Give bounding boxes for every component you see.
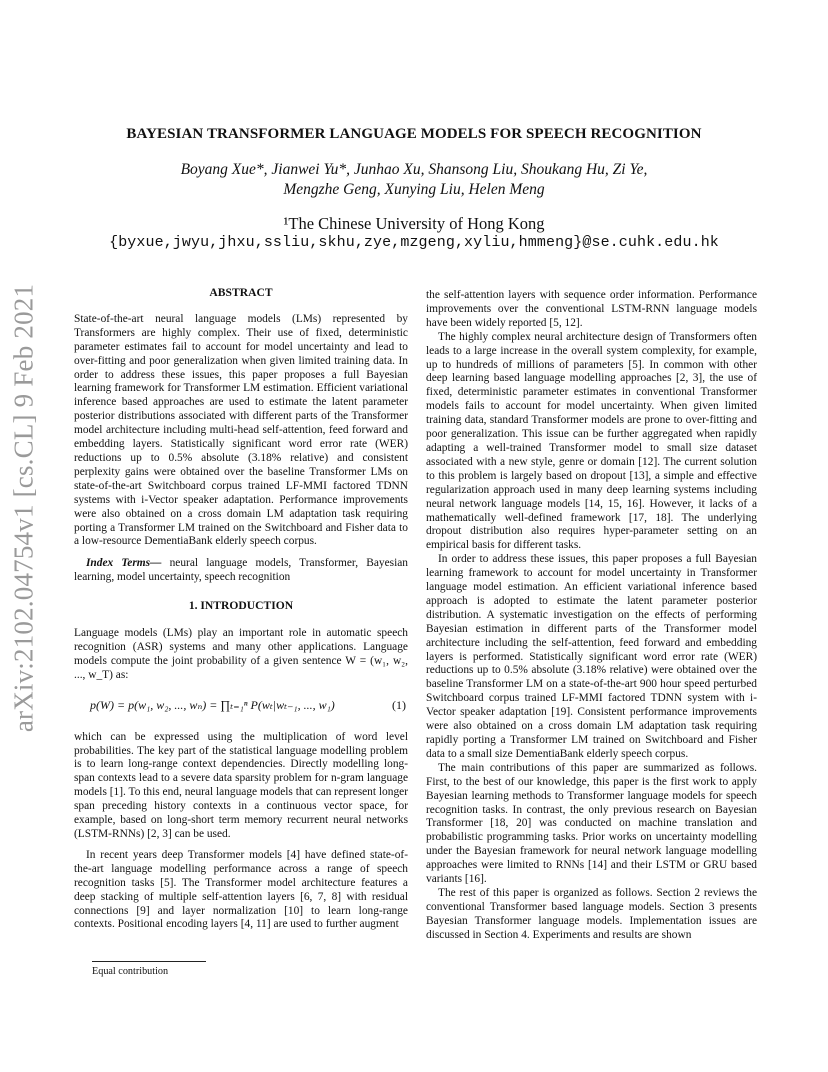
introduction-heading: 1. INTRODUCTION (188, 599, 294, 613)
arxiv-identifier: arXiv:2102.04754v1 [cs.CL] 9 Feb 2021 (8, 283, 39, 733)
author-list (60, 160, 768, 200)
left-column (74, 286, 408, 932)
intro-paragraph-6: In order to address these issues, this paper proposes a full Bayesian learning framework to account for model uncertainty in Transformer language model estimation. An efficient variational inference based approach is adopted to estimate the latent parameter posterior distribution. A systematic investigation on the effects of performing Bayesian estimation in different parts of the Transformer model architecture including the self-attention, feed forward and embedding layers is performed. Statistically significant word error rate (WER) reductions up to 0.5% absolute (3.18% relative) were obtained over the baseline Transformer LM on a state-of-the-art 900 hour speed perturbed Switchboard corpus trained LF-MMI factored TDNN system with i-Vector speaker adaptation [19]. Consistent performance improvements were also obtained on a cross domain LM adaptation task requiring rapidly porting a Transformer LM trained on Switchboard and Fisher data to a small size DementiaBank elderly speech corpus. (426, 553, 757, 760)
equation-1 (74, 689, 408, 727)
abstract-text: State-of-the-art neural language models (LMs) represented by Transformers are highly complex. Their use of fixed, deterministic parameter estimates fail to account for model uncertainty and lead to over-fitting and poor generalization when given limited training data. In order to address these issues, this paper proposes a full Bayesian learning framework for Transformer LM estimation. Efficient variational inference based approaches are used to estimate the latent parameter posterior distributions associated with different parts of the Transformer model architecture including multi-head self-attention, feed forward and embedding layers. Statistically significant word error rate (WER) reductions up to 0.5% absolute (3.18% relative) and consistent perplexity gains were obtained over the baseline Transformer LMs on state-of-the-art Switchboard corpus trained LF-MMI factored TDNN systems with i-Vector speaker adaptation. Performance improvements were also obtained on a cross domain LM adaptation task requiring porting a Transformer LM trained on the Switchboard and Fisher data to a low-resource DementiaBank elderly speech corpus. (74, 312, 408, 548)
authors-line-1: Boyang Xue*, Jianwei Yu*, Junhao Xu, Shansong Liu, Shoukang Hu, Zi Ye, (180, 161, 648, 178)
equation-expression: p(W) = p(w₁, w₂, ..., wₙ) = ∏ₜ₌₁ⁿ P(wₜ|wₜ₋₁, ..., w₁) (90, 697, 335, 712)
intro-paragraph-1: Language models (LMs) play an important role in automatic speech recognition (ASR) systems and many other applications. Language models compute the joint probability of a given sentence W = (w₁, w₂, ..., w_T) as: (74, 627, 408, 681)
footnote: Equal contribution (92, 966, 169, 977)
intro-paragraph-4: the self-attention layers with sequence order information. Performance improvements over the conventional LSTM-RNN language models have been widely reported [5, 12]. (426, 289, 757, 329)
intro-paragraph-7: The main contributions of this paper are summarized as follows. First, to the best of our knowledge, this paper is the first work to apply Bayesian learning methods to Transformer language models for speech recognition tasks. In contrast, the only previous research on Bayesian Transformer [18, 20] was conducted on machine translation and probabilistic programming tasks. Prior works on uncertainty modelling under the Bayesian framework for neural network language modelling approaches were limited to RNNs [14] and their LSTM or GRU based variants [16]. (426, 761, 757, 886)
affiliation: ¹The Chinese University of Hong Kong (283, 214, 545, 233)
footnote-divider (92, 961, 206, 962)
right-column (426, 289, 757, 943)
paper-title: BAYESIAN TRANSFORMER LANGUAGE MODELS FOR SPEECH RECOGNITION (126, 126, 702, 142)
authors-line-2: Mengzhe Geng, Xunying Liu, Helen Meng (283, 181, 545, 198)
abstract-heading: ABSTRACT (209, 286, 273, 299)
author-emails: {byxue,jwyu,jhxu,ssliu,skhu,zye,mzgeng,xyliu,hmmeng}@se.cuhk.edu.hk (109, 234, 719, 251)
intro-paragraph-3: In recent years deep Transformer models [4] have defined state-of-the-art language modelling performance across a range of speech recognition tasks [5]. The Transformer model architecture features a deep stacking of multiple self-attention layers [6, 7, 8] with residual connections [9] and layer normalization [10] to learn long-range contexts. Positional encoding layers [4, 11] are used to further augment (74, 848, 408, 931)
intro-paragraph-2: which can be expressed using the multiplication of word level probabilities. The key part of the statistical language modelling problem is to learn long-range context dependencies. Directly modelling long-span contexts lead to a severe data sparsity problem for n-gram language models [1]. To this end, neural language models that can represent longer span preceding history contexts in a continuous vector space, for example, based on long-short term memory recurrent neural networks (LSTM-RNNs) [2, 3] can be used. (74, 730, 408, 840)
equation-number: (1) (392, 697, 406, 712)
arxiv-sidebar (4, 268, 44, 748)
index-terms-text: neural language models, Transformer, Bayesian learning, model uncertainty, speech recognition (74, 557, 408, 584)
intro-paragraph-5: The highly complex neural architecture design of Transformers often leads to a large increase in the overall system complexity, for example, up to hundreds of millions of parameters [5]. In common with other deep learning based language modelling approaches [2, 3], the use of fixed, deterministic parameter estimates in conventional Transformer models fails to account for model uncertainty. When given limited training data, standard Transformer models are prone to over-fitting and poor generalization. This issue can be further aggregated when rapidly adapting a well-trained Transformer model to small size dataset associated with a new style, genre or domain [12]. The current solution to this problem is largely based on dropout [13], a simple and effective regularization approach used in many deep learning systems including neural network language models [14, 15, 16]. However, it lacks of a mathematically well-defined framework [17, 18]. The underlying dropout distribution also requires hyper-parameter setting on an empirical basis for different tasks. (426, 330, 757, 552)
intro-paragraph-8: The rest of this paper is organized as follows. Section 2 reviews the conventional Transformer based language models. Section 3 presents Bayesian Transformer language models. Implementation issues are discussed in Section 4. Experiments and results are shown (426, 886, 757, 941)
index-terms (74, 557, 408, 585)
index-terms-label: Index Terms— (86, 557, 162, 570)
